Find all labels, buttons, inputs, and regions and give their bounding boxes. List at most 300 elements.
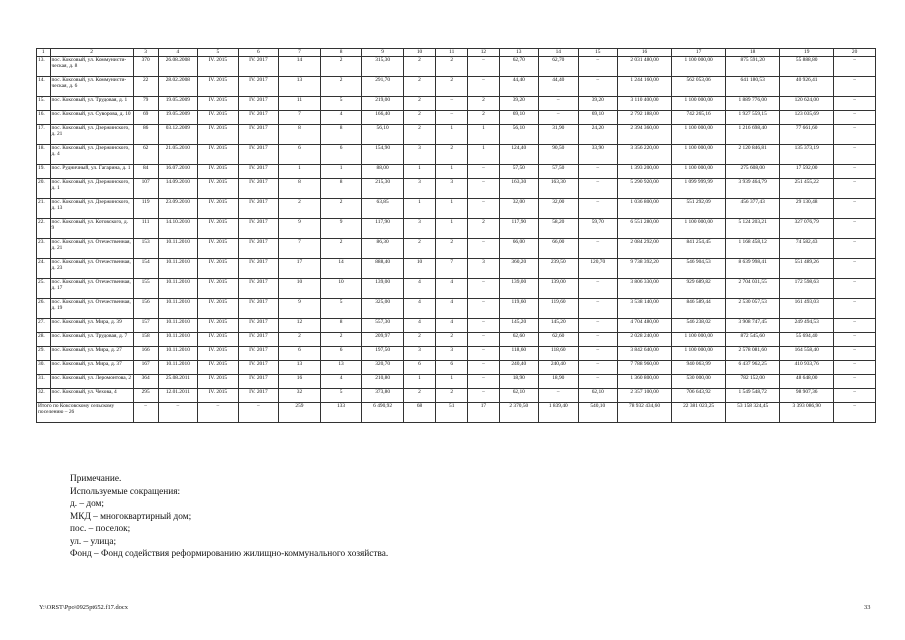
address-cell: пос. Коксовый, ул. Дзержинского, д. 13 — [50, 199, 133, 219]
table-cell: IV. 2017 — [238, 239, 279, 259]
table-cell: IV. 2017 — [238, 57, 279, 77]
table-cell: 56,10 — [362, 125, 404, 145]
table-cell: 25. — [37, 279, 51, 299]
table-cell: 8 — [320, 179, 362, 199]
table-cell: IV. 2017 — [238, 319, 279, 333]
table-cell: – — [834, 333, 876, 347]
table-cell: 4 — [436, 279, 468, 299]
table-cell: 4 — [403, 319, 435, 333]
table-cell: 275 608,00 — [726, 165, 780, 179]
table-cell: 123 035,69 — [780, 111, 834, 125]
total-cell: 51 — [436, 403, 468, 423]
table-cell: – — [834, 299, 876, 319]
table-cell: 7 — [279, 111, 321, 125]
table-cell: – — [578, 319, 618, 333]
table-cell: 5 — [320, 389, 362, 403]
address-cell: пос. Коксовый, ул. Суворова, д. 10 — [50, 111, 133, 125]
table-cell: 135 373,19 — [780, 145, 834, 165]
table-cell: 2 578 081,60 — [726, 347, 780, 361]
table-cell: 24. — [37, 259, 51, 279]
table-cell: – — [578, 333, 618, 347]
column-number-header: 19 — [780, 49, 834, 57]
table-cell: 742 265,16 — [672, 111, 726, 125]
table-cell: 8 — [320, 125, 362, 145]
address-cell: пос. Коксовый, ул. Дзержинского, д. 21 — [50, 125, 133, 145]
table-cell: 7 — [279, 239, 321, 259]
table-cell: 1 — [436, 375, 468, 389]
table-cell: 10.11.2010 — [158, 319, 198, 333]
table-row — [37, 145, 876, 165]
table-cell: 1 216 698,40 — [726, 125, 780, 145]
table-cell: 119,60 — [499, 299, 539, 319]
table-cell: 117,90 — [362, 219, 404, 239]
table-cell: IV. 2017 — [238, 77, 279, 97]
table-cell: 2 — [436, 57, 468, 77]
table-cell: – — [834, 77, 876, 97]
table-cell: – — [834, 97, 876, 111]
table-cell: 3 806 330,00 — [618, 279, 672, 299]
table-cell: 1 099 999,99 — [672, 179, 726, 199]
table-cell: 154 — [133, 259, 158, 279]
table-cell: 2 — [436, 77, 468, 97]
table-cell: 18,90 — [499, 375, 539, 389]
table-cell: IV. 2015 — [198, 389, 239, 403]
table-cell: 66,00 — [539, 239, 579, 259]
table-cell: 2 — [320, 57, 362, 77]
table-cell: 1 360 800,00 — [618, 375, 672, 389]
table-cell: 2 — [403, 111, 435, 125]
address-cell: пос. Коксовый, ул. Коммунисти-ческая, д. 6 — [50, 77, 133, 97]
total-cell: – — [158, 403, 198, 423]
table-cell: 145,20 — [539, 319, 579, 333]
table-cell: 5 290 920,00 — [618, 179, 672, 199]
total-cell: 1 839,40 — [539, 403, 579, 423]
table-cell: 118,60 — [499, 347, 539, 361]
table-cell: 197,50 — [362, 347, 404, 361]
address-cell: пос. Коксовый, ул. Котовского, д. 9 — [50, 219, 133, 239]
table-cell: – — [539, 97, 579, 111]
table-cell: 8 — [320, 319, 362, 333]
notes-line: МКД – многоквартирный дом; — [70, 511, 192, 522]
table-cell: – — [436, 97, 468, 111]
table-cell: 27. — [37, 319, 51, 333]
table-cell: 9 — [320, 219, 362, 239]
table-cell: 6 — [320, 145, 362, 165]
table-cell: 33,90 — [578, 145, 618, 165]
total-label: Итого по Коксовскому сельскому поселению – 26 — [37, 403, 134, 423]
table-cell: 88,00 — [362, 165, 404, 179]
total-cell: – — [834, 403, 876, 423]
table-cell: 14 — [279, 57, 321, 77]
table-cell: 3 — [436, 179, 468, 199]
table-cell: – — [578, 57, 618, 77]
table-cell: 2 — [403, 97, 435, 111]
table-cell: IV. 2015 — [198, 239, 239, 259]
table-cell: 163,30 — [499, 179, 539, 199]
table-cell: 1 — [279, 165, 321, 179]
table-cell: 29 130,48 — [780, 199, 834, 219]
address-cell: пос. Коксовый, ул. Отечественная, д. 17 — [50, 279, 133, 299]
table-row — [37, 319, 876, 333]
table-cell: 373,80 — [362, 389, 404, 403]
address-cell: пос. Коксовый, ул. Дзержинского, д. 4 — [50, 145, 133, 165]
table-cell: 3 — [403, 347, 435, 361]
table-cell: 16 — [279, 375, 321, 389]
table-cell: – — [539, 389, 579, 403]
table-cell: – — [578, 279, 618, 299]
table-cell: 62,10 — [578, 389, 618, 403]
table-cell: – — [578, 165, 618, 179]
table-cell: 2 — [468, 97, 499, 111]
table-cell: 2 — [403, 125, 435, 145]
table-cell: – — [578, 179, 618, 199]
address-cell: пос. Коксовый, ул. Отечественная, д. 21 — [50, 239, 133, 259]
table-cell: 139,00 — [499, 279, 539, 299]
column-number-header: 14 — [539, 49, 579, 57]
table-cell: 62,10 — [499, 389, 539, 403]
table-cell: IV. 2015 — [198, 279, 239, 299]
table-cell: 872 545,60 — [726, 333, 780, 347]
table-cell: 117,90 — [499, 219, 539, 239]
table-row — [37, 125, 876, 145]
table-cell: – — [578, 347, 618, 361]
table-cell: 4 — [320, 375, 362, 389]
total-cell: 259 — [279, 403, 321, 423]
table-cell: – — [436, 111, 468, 125]
table-cell: 44,40 — [499, 77, 539, 97]
table-cell: 551 292,09 — [672, 199, 726, 219]
table-cell: 98 907,36 — [780, 389, 834, 403]
total-cell: 133 — [320, 403, 362, 423]
total-cell: – — [198, 403, 239, 423]
table-cell: 17 592,00 — [780, 165, 834, 179]
table-cell: 2 — [320, 333, 362, 347]
total-cell: 540,10 — [578, 403, 618, 423]
table-cell: 1 927 559,15 — [726, 111, 780, 125]
table-cell: 19. — [37, 165, 51, 179]
total-cell: – — [238, 403, 279, 423]
column-number-header: 17 — [672, 49, 726, 57]
table-cell: 14 — [320, 259, 362, 279]
table-cell: 161 493,03 — [780, 299, 834, 319]
table-cell: 139,00 — [362, 279, 404, 299]
table-cell: – — [834, 361, 876, 375]
table-cell: 20. — [37, 179, 51, 199]
table-cell: 239,50 — [539, 259, 579, 279]
table-cell: 10 — [320, 279, 362, 299]
table-header-row — [37, 49, 876, 57]
table-cell: 18. — [37, 145, 51, 165]
table-cell: 1 100 000,00 — [672, 333, 726, 347]
table-cell: 40 926,41 — [780, 77, 834, 97]
table-cell: 325,00 — [362, 299, 404, 319]
table-cell: – — [468, 179, 499, 199]
table-cell: 1 100 000,00 — [672, 145, 726, 165]
table-cell: 8 — [279, 179, 321, 199]
table-cell: 145,20 — [499, 319, 539, 333]
table-cell: IV. 2017 — [238, 179, 279, 199]
table-cell: IV. 2015 — [198, 319, 239, 333]
table-cell: 2 — [320, 239, 362, 259]
table-cell: 5 — [320, 97, 362, 111]
table-cell: – — [834, 389, 876, 403]
table-row — [37, 361, 876, 375]
table-cell: 6 — [279, 347, 321, 361]
table-row — [37, 165, 876, 179]
table-cell: 111 — [133, 219, 158, 239]
table-cell: – — [834, 145, 876, 165]
table-cell: 360,20 — [499, 259, 539, 279]
table-row — [37, 299, 876, 319]
table-cell: 940 063,99 — [672, 361, 726, 375]
table-cell: 295 — [133, 389, 158, 403]
table-cell: – — [834, 125, 876, 145]
table-cell: 1 100 000,00 — [672, 57, 726, 77]
table-cell: 249 494,53 — [780, 319, 834, 333]
table-cell: 22 — [133, 77, 158, 97]
table-cell: IV. 2017 — [238, 299, 279, 319]
table-cell: 370 — [133, 57, 158, 77]
table-cell: – — [578, 77, 618, 97]
table-row — [37, 57, 876, 77]
table-cell: 5 — [320, 299, 362, 319]
table-cell: 74 582,43 — [780, 239, 834, 259]
address-cell: пос. Коксовый, ул. Коммунисти-ческая, д. 8 — [50, 57, 133, 77]
column-number-header: 11 — [436, 49, 468, 57]
table-cell: 25.08.2011 — [158, 375, 198, 389]
column-number-header: 10 — [403, 49, 435, 57]
table-cell: 57,50 — [539, 165, 579, 179]
table-cell: 1 — [436, 199, 468, 219]
table-cell: 1 — [468, 125, 499, 145]
table-cell: 172 598,63 — [780, 279, 834, 299]
table-cell: – — [468, 333, 499, 347]
column-number-header: 2 — [50, 49, 133, 57]
table-cell: 58,20 — [539, 219, 579, 239]
table-cell: – — [468, 299, 499, 319]
table-cell: – — [468, 77, 499, 97]
address-cell: пос. Коксовый, ул. Чехова, 4 — [50, 389, 133, 403]
table-cell: 69,10 — [578, 111, 618, 125]
table-cell: 320,70 — [362, 361, 404, 375]
column-number-header: 20 — [834, 49, 876, 57]
table-cell: 62,60 — [539, 333, 579, 347]
table-cell: – — [468, 279, 499, 299]
table-cell: IV. 2015 — [198, 77, 239, 97]
table-cell: 4 — [436, 319, 468, 333]
table-cell: – — [834, 347, 876, 361]
table-cell: 7 — [436, 259, 468, 279]
table-cell: 9 — [279, 299, 321, 319]
table-row — [37, 77, 876, 97]
table-cell: 4 — [403, 299, 435, 319]
registry-table-container — [36, 48, 876, 423]
table-cell: IV. 2015 — [198, 259, 239, 279]
column-number-header: 18 — [726, 49, 780, 57]
table-cell: 215,30 — [362, 179, 404, 199]
table-cell: 86 — [133, 125, 158, 145]
table-cell: 55 888,80 — [780, 57, 834, 77]
table-cell: 26.08.2008 — [158, 57, 198, 77]
table-cell: 167 — [133, 361, 158, 375]
table-cell: 158 — [133, 333, 158, 347]
table-cell: 1 100 000,00 — [672, 165, 726, 179]
column-number-header: 13 — [499, 49, 539, 57]
table-cell: 86,30 — [362, 239, 404, 259]
table-cell: 11 — [279, 97, 321, 111]
table-cell: 10.11.2010 — [158, 259, 198, 279]
table-cell: 13 — [279, 77, 321, 97]
table-cell: 84 — [133, 165, 158, 179]
table-cell: 03.12.2009 — [158, 125, 198, 145]
table-cell: 2 — [320, 199, 362, 219]
table-cell: 166,40 — [362, 111, 404, 125]
table-cell: – — [468, 389, 499, 403]
table-cell: 782 152,00 — [726, 375, 780, 389]
address-cell: пос. Коксовый, ул. Отечественная, д. 23 — [50, 259, 133, 279]
table-cell: 63,85 — [362, 199, 404, 219]
table-cell: 3 842 640,00 — [618, 347, 672, 361]
column-number-header: 3 — [133, 49, 158, 57]
total-cell: 3 393 086,90 — [780, 403, 834, 423]
table-cell: IV. 2015 — [198, 375, 239, 389]
table-cell: 240,40 — [539, 361, 579, 375]
table-cell: IV. 2017 — [238, 199, 279, 219]
table-cell: 10.11.2010 — [158, 361, 198, 375]
table-cell: IV. 2015 — [198, 219, 239, 239]
table-cell: 14.09.2010 — [158, 179, 198, 199]
table-cell: 209,97 — [362, 333, 404, 347]
table-cell: – — [834, 57, 876, 77]
table-cell: IV. 2017 — [238, 333, 279, 347]
table-cell: 10.11.2010 — [158, 299, 198, 319]
table-cell: – — [468, 239, 499, 259]
table-cell: 9 738 392,20 — [618, 259, 672, 279]
address-cell: пос. Коксовый, ул. Леромонтова, 2 — [50, 375, 133, 389]
table-cell: – — [834, 319, 876, 333]
table-cell: 6 — [279, 145, 321, 165]
table-cell: – — [468, 199, 499, 219]
table-cell: IV. 2017 — [238, 375, 279, 389]
address-cell: пос. Коксовый, ул. Мира, д. 37 — [50, 361, 133, 375]
table-cell: 3 538 140,00 — [618, 299, 672, 319]
table-cell: 2 530 057,53 — [726, 299, 780, 319]
table-cell: IV. 2017 — [238, 145, 279, 165]
column-number-header: 9 — [362, 49, 404, 57]
table-cell: 2 — [468, 219, 499, 239]
table-cell: 2 704 031,55 — [726, 279, 780, 299]
table-cell: IV. 2015 — [198, 347, 239, 361]
table-cell: 2 120 846,81 — [726, 145, 780, 165]
table-row — [37, 389, 876, 403]
table-cell: 8 639 998,41 — [726, 259, 780, 279]
table-cell: 10.11.2010 — [158, 239, 198, 259]
table-cell: – — [834, 199, 876, 219]
table-cell: – — [468, 57, 499, 77]
table-cell: 3 — [468, 259, 499, 279]
table-cell: 10 — [403, 259, 435, 279]
table-cell: 77 661,60 — [780, 125, 834, 145]
table-cell: 62,70 — [499, 57, 539, 77]
table-cell: 1 — [436, 125, 468, 145]
table-cell: 163,30 — [539, 179, 579, 199]
table-cell: 28. — [37, 333, 51, 347]
table-cell: – — [578, 299, 618, 319]
table-row — [37, 259, 876, 279]
total-cell: 17 — [468, 403, 499, 423]
address-cell: пос. Коксовый, ул. Мира, д. 27 — [50, 347, 133, 361]
table-cell: 166 — [133, 347, 158, 361]
table-cell: 6 437 962,25 — [726, 361, 780, 375]
table-cell: – — [834, 259, 876, 279]
table-cell: 291,70 — [362, 77, 404, 97]
table-cell: 157 — [133, 319, 158, 333]
table-cell: 13. — [37, 57, 51, 77]
table-cell: 219,00 — [362, 97, 404, 111]
notes-line: пос. – поселок; — [70, 524, 131, 534]
column-number-header: 15 — [578, 49, 618, 57]
table-cell: 118,60 — [539, 347, 579, 361]
table-cell: IV. 2017 — [238, 347, 279, 361]
column-number-header: 16 — [618, 49, 672, 57]
notes-block — [70, 473, 388, 561]
table-cell: 12 — [279, 319, 321, 333]
table-cell: 6 — [403, 361, 435, 375]
table-cell: 2 084 292,00 — [618, 239, 672, 259]
table-cell: 3 — [436, 347, 468, 361]
table-cell: – — [578, 239, 618, 259]
table-cell: 240,40 — [499, 361, 539, 375]
table-cell: 59,70 — [578, 219, 618, 239]
table-cell: 1 889 776,00 — [726, 97, 780, 111]
table-cell: 62,70 — [539, 57, 579, 77]
table-cell: 56,10 — [499, 125, 539, 145]
table-cell: 22. — [37, 219, 51, 239]
total-cell: 22 381 023,25 — [672, 403, 726, 423]
table-cell: 641 180,53 — [726, 77, 780, 97]
table-cell: 4 704 480,00 — [618, 319, 672, 333]
table-cell: 706 643,92 — [672, 389, 726, 403]
total-cell: 6 490,92 — [362, 403, 404, 423]
table-cell: IV. 2015 — [198, 361, 239, 375]
column-number-header: 8 — [320, 49, 362, 57]
table-cell: IV. 2015 — [198, 97, 239, 111]
table-cell: – — [539, 111, 579, 125]
total-cell: 53 158 324,45 — [726, 403, 780, 423]
table-cell: 26. — [37, 299, 51, 319]
address-cell: пос. Коксовый, ул. Трудовая, д. 7 — [50, 333, 133, 347]
table-cell: – — [468, 165, 499, 179]
table-cell: 546 904,53 — [672, 259, 726, 279]
table-cell: 2 — [279, 199, 321, 219]
table-cell: 6 — [436, 361, 468, 375]
table-cell: 2 — [436, 239, 468, 259]
table-cell: 2 028 240,00 — [618, 333, 672, 347]
table-cell: 39,20 — [578, 97, 618, 111]
table-cell: – — [468, 361, 499, 375]
notes-line: д. – дом; — [70, 499, 105, 509]
table-cell: 1 244 160,00 — [618, 77, 672, 97]
table-cell: – — [834, 165, 876, 179]
table-cell: 164 558,40 — [780, 347, 834, 361]
table-cell: 14.10.2010 — [158, 219, 198, 239]
table-cell: 315,30 — [362, 57, 404, 77]
table-cell: 62 — [133, 145, 158, 165]
table-cell: 4 — [436, 299, 468, 319]
table-cell: 19.05.2009 — [158, 111, 198, 125]
total-row — [37, 403, 876, 423]
total-cell: 68 — [403, 403, 435, 423]
